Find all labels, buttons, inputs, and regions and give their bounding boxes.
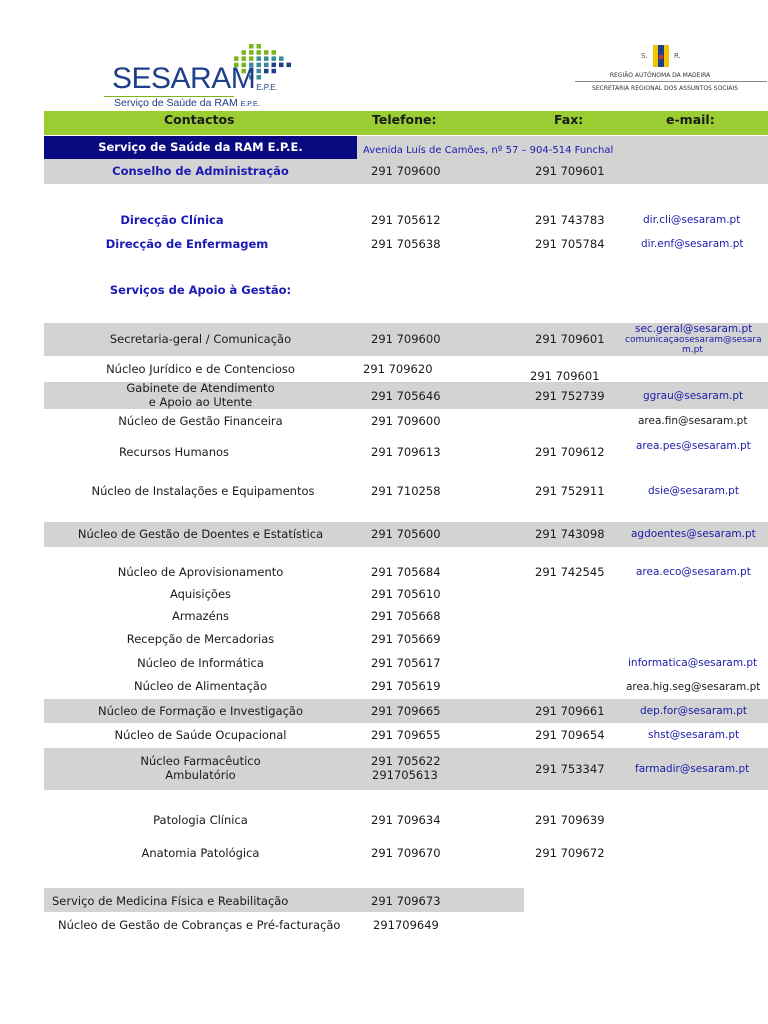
row-secretaria-fax: 291 709601 [535, 332, 605, 346]
seal-letter-right: R. [674, 52, 681, 60]
row-dir-clinica-tel: 291 705612 [371, 213, 441, 227]
row-gabinete-name [44, 381, 357, 409]
row-juridico-tel: 291 709620 [363, 362, 433, 376]
row-armazens-name: Armazéns [171, 609, 230, 623]
row-financeira-email[interactable]: area.fin@sesaram.pt [638, 415, 748, 427]
section-apoio-gestao: Serviços de Apoio à Gestão: [109, 283, 292, 297]
row-informatica-email[interactable]: informatica@sesaram.pt [628, 657, 758, 669]
header-contactos: Contactos [164, 112, 235, 127]
row-farmaceutico-tel-1: 291 705622 [371, 754, 441, 768]
row-rh-fax: 291 709612 [535, 445, 605, 459]
row-conselho-fax: 291 709601 [535, 164, 605, 178]
row-aprovisionamento-name: Núcleo de Aprovisionamento [117, 565, 284, 579]
row-patologia-tel: 291 709634 [371, 813, 441, 827]
row-dir-enf-name: Direcção de Enfermagem [105, 237, 269, 251]
row-doentes-tel: 291 705600 [371, 527, 441, 541]
row-farmaceutico-email[interactable]: farmadir@sesaram.pt [635, 763, 750, 775]
row-doentes-name: Núcleo de Gestão de Doentes e Estatística [77, 527, 324, 541]
row-doentes-fax: 291 743098 [535, 527, 605, 541]
row-gabinete-name-2: e Apoio ao Utente [148, 395, 253, 409]
seal-letter-left: S. [641, 52, 648, 60]
row-patologia-name: Patologia Clínica [153, 813, 248, 827]
row-alimentacao-email[interactable]: area.hig.seg@sesaram.pt [626, 681, 761, 693]
org-name: Serviço de Saúde da RAM E.P.E. [98, 140, 303, 154]
row-aprovisionamento-fax: 291 742545 [535, 565, 605, 579]
org-address-cell [357, 136, 768, 159]
row-dir-enf-fax: 291 705784 [535, 237, 605, 251]
shield-icon [652, 44, 670, 68]
row-rh-email[interactable]: area.pes@sesaram.pt [636, 440, 751, 452]
row-rh-tel: 291 709613 [371, 445, 441, 459]
row-recepcao-name: Recepção de Mercadorias [126, 632, 275, 646]
row-juridico-fax: 291 709601 [530, 369, 600, 383]
row-instalacoes-tel: 291 710258 [371, 484, 441, 498]
row-formacao-email[interactable]: dep.for@sesaram.pt [640, 705, 747, 717]
seal-divider [575, 81, 767, 82]
row-aquisicoes-tel: 291 705610 [371, 587, 441, 601]
row-rh-name: Recursos Humanos [118, 445, 230, 459]
table-header [44, 111, 768, 135]
row-aprovisionamento-tel: 291 705684 [371, 565, 441, 579]
logo-brand-suffix: E.P.E. [256, 83, 278, 92]
row-formacao-fax: 291 709661 [535, 704, 605, 718]
row-ocupacional-tel: 291 709655 [371, 728, 441, 742]
row-instalacoes-email[interactable]: dsie@sesaram.pt [648, 485, 739, 497]
logo-brand: SESARAME.P.E. [112, 62, 278, 95]
row-gabinete-name-1: Gabinete de Atendimento [126, 381, 275, 395]
row-medicina-tel: 291 709673 [371, 894, 441, 908]
row-farmaceutico-name-2: Ambulatório [165, 767, 236, 782]
row-dir-clinica-fax: 291 743783 [535, 213, 605, 227]
row-ocupacional-email[interactable]: shst@sesaram.pt [648, 729, 740, 741]
row-conselho-name: Conselho de Administração [112, 164, 289, 178]
row-farmaceutico-name [44, 755, 357, 782]
row-farmaceutico-fax: 291 753347 [535, 762, 605, 776]
row-anatomia-fax: 291 709672 [535, 846, 605, 860]
row-ocupacional-name: Núcleo de Saúde Ocupacional [114, 728, 287, 742]
row-financeira-name: Núcleo de Gestão Financeira [118, 414, 283, 428]
row-cobrancas-tel: 291709649 [373, 918, 439, 932]
row-cobrancas-name: Núcleo de Gestão de Cobranças e Pré-facturação [58, 918, 341, 932]
row-farmaceutico-name-1: Núcleo Farmacêutico [140, 754, 261, 768]
row-secretaria-tel: 291 709600 [371, 332, 441, 346]
sesaram-logo [104, 42, 304, 108]
header-fax: Fax: [554, 112, 584, 127]
row-formacao-tel: 291 709665 [371, 704, 441, 718]
row-ocupacional-fax: 291 709654 [535, 728, 605, 742]
header-email: e-mail: [666, 112, 715, 127]
government-emblem [575, 40, 767, 102]
row-conselho-tel: 291 709600 [371, 164, 441, 178]
secretariat-name: SECRETARIA REGIONAL DOS ASSUNTOS SOCIAIS [592, 85, 738, 92]
row-gabinete-tel: 291 705646 [371, 389, 441, 403]
row-doentes-email[interactable]: agdoentes@sesaram.pt [631, 528, 756, 540]
row-anatomia-tel: 291 709670 [371, 846, 441, 860]
row-secretaria-email-2[interactable]: comunicaçaosesaram@sesara [625, 335, 762, 345]
row-juridico-name: Núcleo Jurídico e de Contencioso [106, 362, 295, 376]
row-formacao-name: Núcleo de Formação e Investigação [97, 704, 304, 718]
row-financeira-tel: 291 709600 [371, 414, 441, 428]
row-aquisicoes-name: Aquisições [169, 587, 232, 601]
row-secretaria-email-2-cont[interactable]: m.pt [682, 345, 703, 355]
row-aprovisionamento-email[interactable]: area.eco@sesaram.pt [636, 566, 751, 578]
row-informatica-name: Núcleo de Informática [137, 656, 264, 670]
row-secretaria-name: Secretaria-geral / Comunicação [109, 332, 292, 346]
row-farmaceutico-tel-2: 291705613 [372, 767, 438, 782]
row-gabinete-email[interactable]: ggrau@sesaram.pt [643, 390, 744, 402]
logo-subtitle: Serviço de Saúde da RAM E.P.E. [114, 97, 260, 109]
row-secretaria-email[interactable]: sec.geral@sesaram.pt [635, 323, 753, 335]
row-informatica-tel: 291 705617 [371, 656, 441, 670]
row-anatomia-name: Anatomia Patológica [141, 846, 260, 860]
row-instalacoes-fax: 291 752911 [535, 484, 605, 498]
region-name: REGIÃO AUTÓNOMA DA MADEIRA [609, 72, 711, 79]
org-address: Avenida Luís de Camões, nº 57 – 904-514 Funchal [363, 145, 614, 156]
row-alimentacao-tel: 291 705619 [371, 679, 441, 693]
row-instalacoes-name: Núcleo de Instalações e Equipamentos [91, 484, 315, 498]
row-armazens-tel: 291 705668 [371, 609, 441, 623]
row-medicina-name: Serviço de Medicina Física e Reabilitação [52, 894, 289, 908]
header-telefone: Telefone: [372, 112, 437, 127]
row-recepcao-tel: 291 705669 [371, 632, 441, 646]
row-gabinete-fax: 291 752739 [535, 389, 605, 403]
row-farmaceutico-tel [371, 755, 441, 782]
row-dir-enf-tel: 291 705638 [371, 237, 441, 251]
row-dir-clinica-email[interactable]: dir.cli@sesaram.pt [643, 214, 741, 226]
row-alimentacao-name: Núcleo de Alimentação [134, 679, 267, 693]
row-dir-enf-email[interactable]: dir.enf@sesaram.pt [641, 238, 744, 250]
row-patologia-fax: 291 709639 [535, 813, 605, 827]
org-name-cell [44, 136, 357, 159]
row-dir-clinica-name: Direcção Clínica [120, 213, 224, 227]
